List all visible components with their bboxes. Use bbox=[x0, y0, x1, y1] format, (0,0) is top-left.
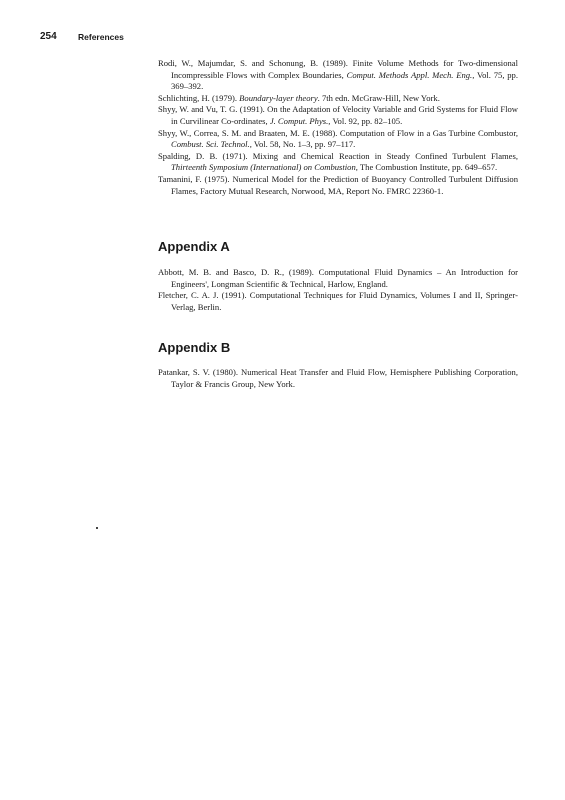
appendix-b-reference-list bbox=[158, 367, 518, 390]
reference-details: , Vol. 75, pp. 369–392. bbox=[171, 69, 519, 92]
reference-entry bbox=[158, 58, 518, 93]
reference-details: , Vol. 92, pp. 82–105. bbox=[328, 115, 403, 126]
page-number: 254 bbox=[40, 31, 57, 42]
reference-authors: Tamanini, F. (1975). Numerical Model for the Prediction of Buoyancy Controlled Turbulent Diffusion Flames, Factory Mutual Research, Norwood, MA, Report No. FMRC 22360-1. bbox=[158, 173, 518, 196]
reference-source: J. Comput. Phys. bbox=[269, 115, 329, 126]
reference-authors: Shyy, W. and Vu, T. G. (1991). On the Adaptation of Velocity Variable and Grid Systems for Fluid Flow in Curvilinear Co-ordinates, bbox=[158, 104, 518, 126]
reference-entry: Patankar, S. V. (1980). Numerical Heat Transfer and Fluid Flow, Hemisphere Publishing Corporation, Taylor & Francis Group, New York. bbox=[158, 367, 518, 389]
reference-list bbox=[158, 58, 518, 197]
reference-details: , The Combustion Institute, pp. 649–657. bbox=[355, 162, 498, 173]
reference-entry bbox=[158, 151, 518, 174]
reference-source: Boundary-layer theory bbox=[239, 92, 318, 103]
reference-authors: Rodi, W., Majumdar, S. and Schonung, B. (1989). Finite Volume Methods for Two-dimensional Incompressible Flows with Complex Boundaries, bbox=[158, 58, 518, 80]
appendix-a-heading: Appendix A bbox=[158, 239, 230, 254]
appendix-a-reference-list bbox=[158, 267, 518, 313]
reference-source: Thirteenth Symposium (International) on Combustion bbox=[171, 162, 356, 173]
reference-entry bbox=[158, 128, 518, 151]
reference-details: . 7th edn. McGraw-Hill, New York. bbox=[317, 92, 440, 103]
reference-authors: Spalding, D. B. (1971). Mixing and Chemical Reaction in Steady Confined Turbulent Flames, bbox=[158, 150, 518, 161]
reference-authors: Schlichting, H. (1979). bbox=[158, 92, 240, 103]
reference-entry: Fletcher, C. A. J. (1991). Computational Techniques for Fluid Dynamics, Volumes I and II, Springer-Verlag, Berlin. bbox=[158, 290, 518, 312]
reference-details: , Vol. 58, No. 1–3, pp. 97–117. bbox=[249, 139, 356, 150]
reference-entry: Abbott, M. B. and Basco, D. R., (1989). Computational Fluid Dynamics – An Introduction for Engineers', Longman Scientific & Technical, Harlow, England. bbox=[158, 267, 518, 289]
reference-source: Combust. Sci. Technol. bbox=[171, 139, 250, 150]
running-head: References bbox=[78, 32, 124, 42]
reference-entry bbox=[158, 174, 518, 197]
appendix-b-heading: Appendix B bbox=[158, 340, 231, 355]
reference-entry bbox=[158, 104, 518, 127]
reference-source: Comput. Methods Appl. Mech. Eng. bbox=[346, 69, 473, 80]
reference-entry bbox=[158, 93, 518, 105]
reference-authors: Shyy, W., Correa, S. M. and Braaten, M. E. (1988). Computation of Flow in a Gas Turbine Combustor, bbox=[158, 127, 518, 138]
stray-mark bbox=[96, 527, 98, 529]
